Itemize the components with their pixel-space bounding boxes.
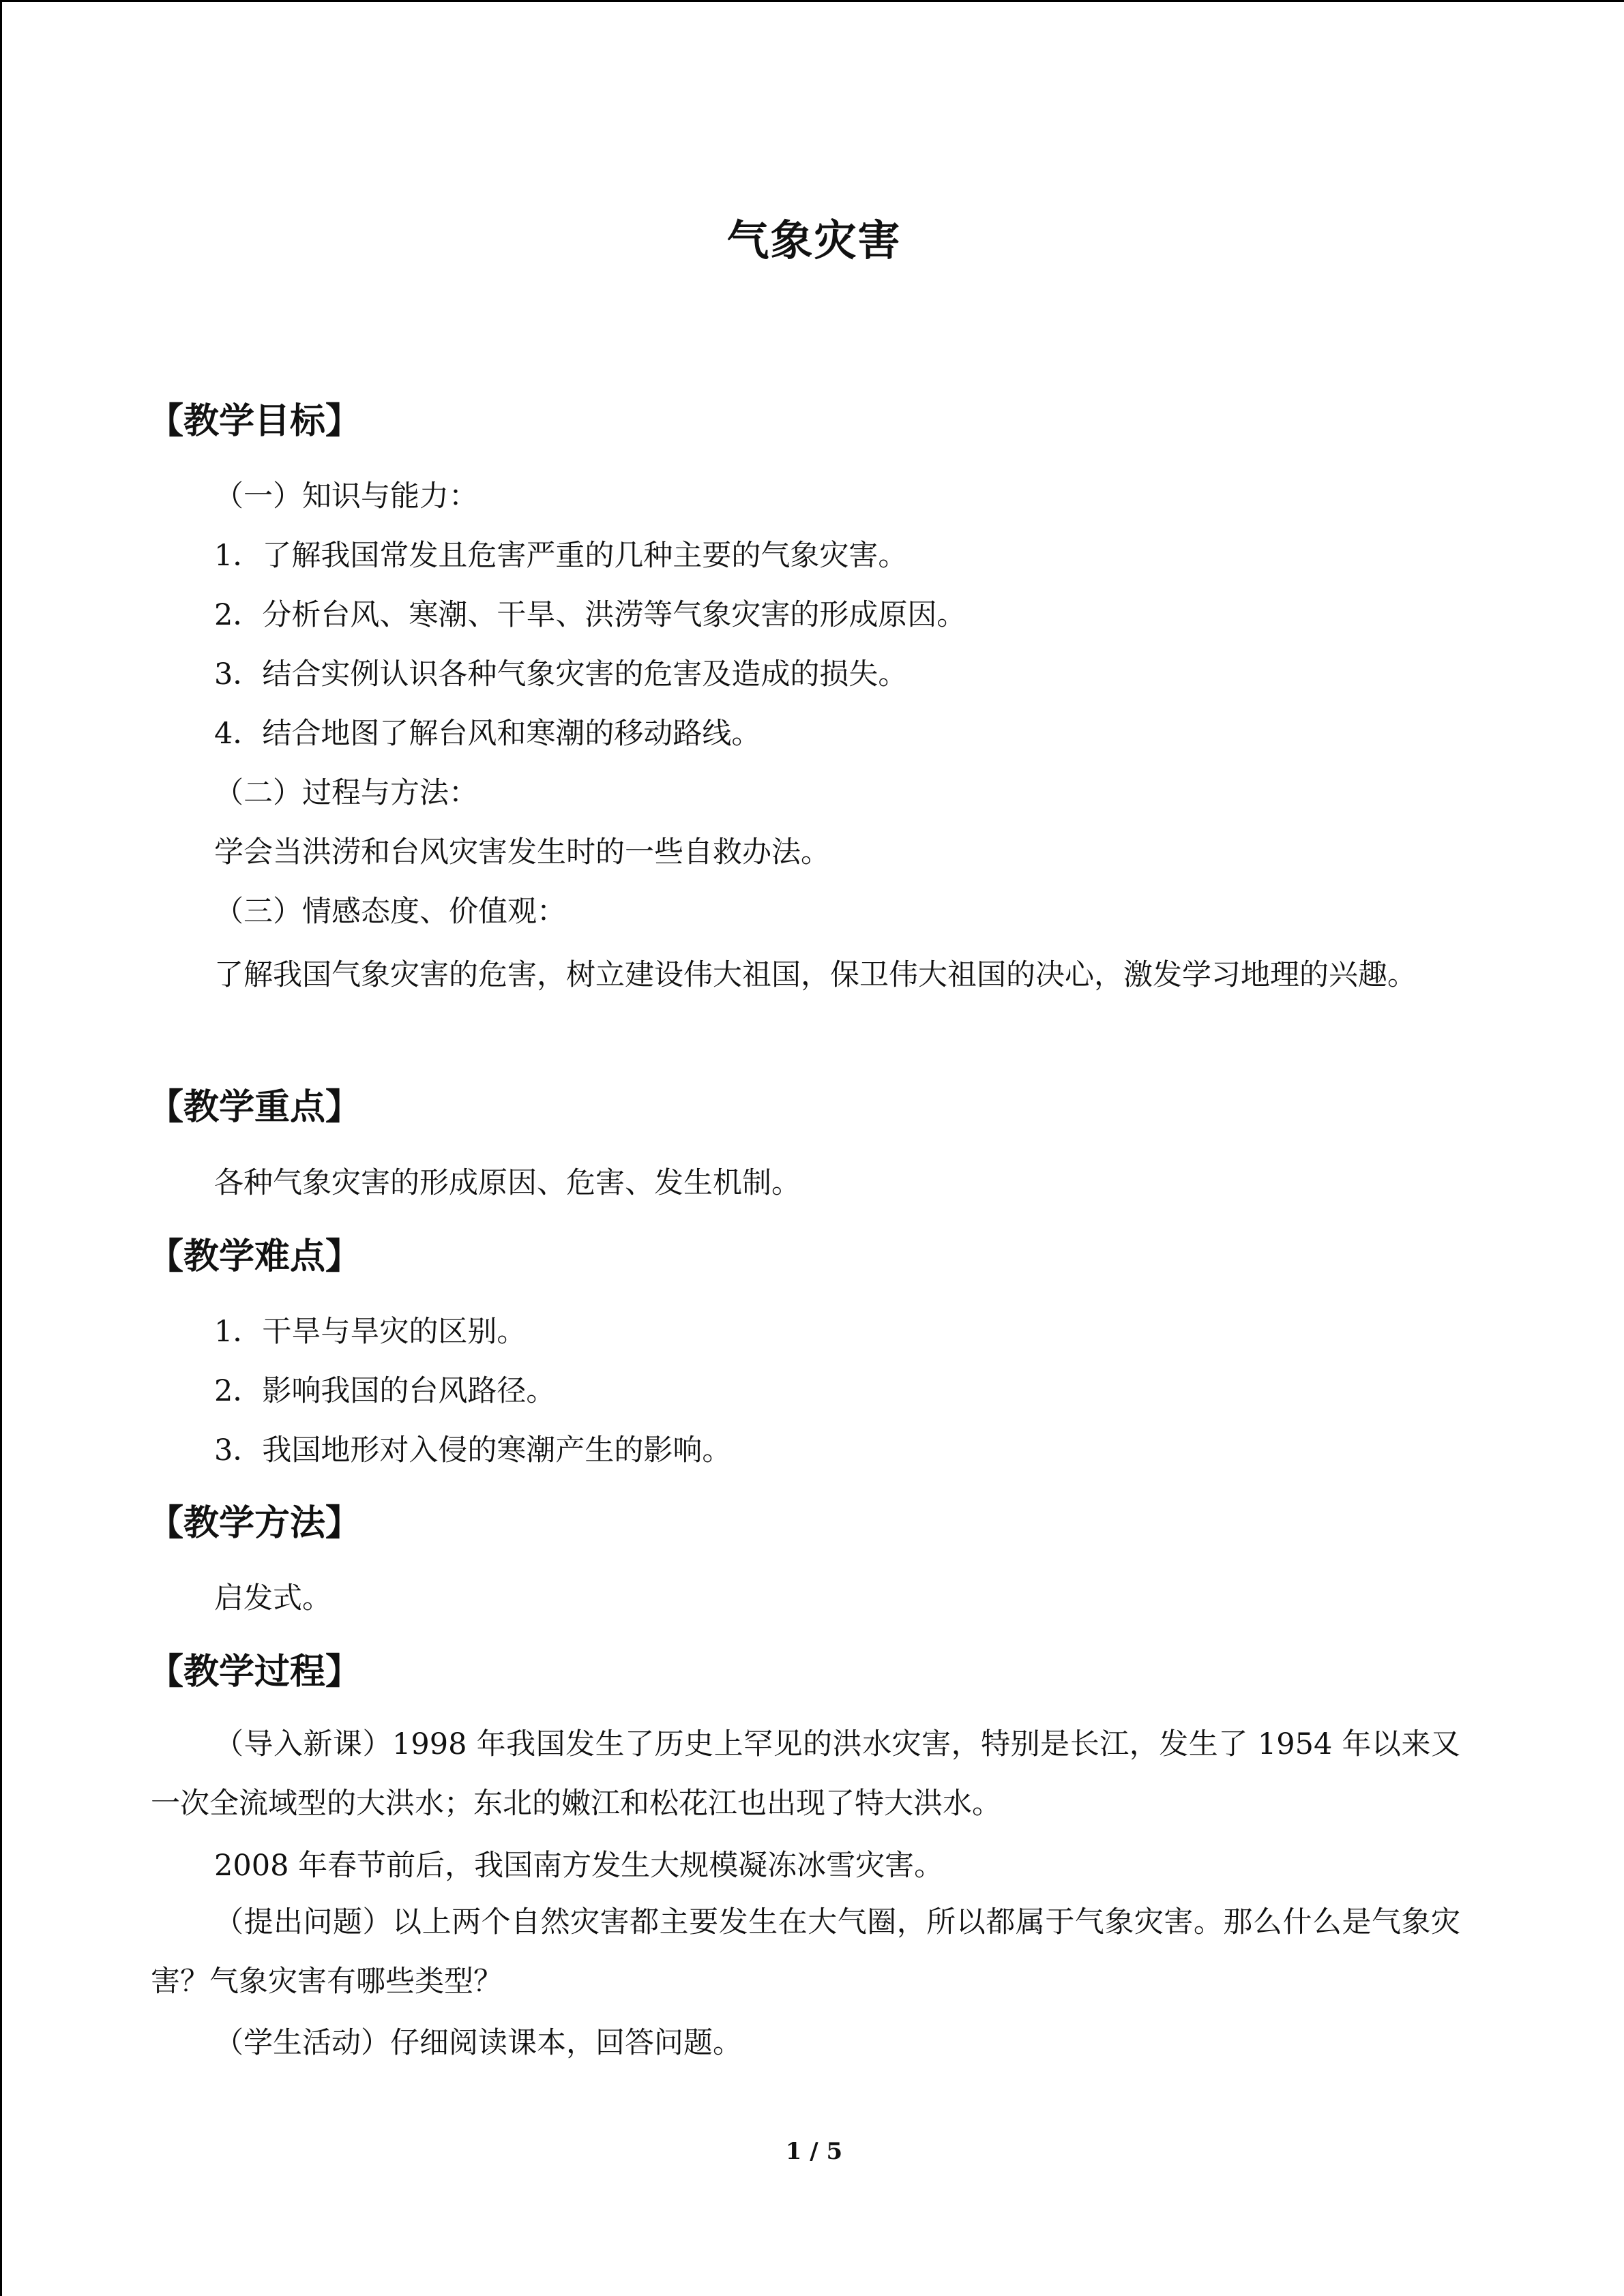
key-points-text: 各种气象灾害的形成原因、危害、发生机制。	[214, 1166, 801, 1200]
difficulty-item-3: 3．我国地形对入侵的寒潮产生的影响。	[214, 1433, 732, 1467]
objectives-attitude-text: 了解我国气象灾害的危害，树立建设伟大祖国，保卫伟大祖国的决心，激发学习地理的兴趣。	[214, 958, 1417, 992]
difficulty-item-2: 2．影响我国的台风路径。	[214, 1374, 556, 1408]
process-paragraph-4: （学生活动）仔细阅读课本，回答问题。	[214, 2026, 742, 2060]
heading-process: 【教学过程】	[148, 1651, 361, 1693]
heading-key-points: 【教学重点】	[148, 1086, 361, 1128]
difficulty-item-1: 1．干旱与旱灾的区别。	[214, 1315, 527, 1349]
process-paragraph-3: （提出问题）以上两个自然灾害都主要发生在大气圈，所以都属于气象灾害。那么什么是气象灾害？气象灾害有哪些类型？	[151, 1905, 1460, 1999]
objective-item-3: 3．结合实例认识各种气象灾害的危害及造成的损失。	[214, 657, 908, 691]
objectives-process-text: 学会当洪涝和台风灾害发生时的一些自救办法。	[214, 835, 830, 869]
heading-methods: 【教学方法】	[148, 1502, 361, 1544]
objectives-sub-process: （二）过程与方法：	[214, 776, 478, 810]
methods-text: 启发式。	[214, 1581, 331, 1615]
process-paragraph-2: 2008 年春节前后，我国南方发生大规模凝冻冰雪灾害。	[214, 1849, 944, 1883]
page-title: 气象灾害	[726, 215, 902, 265]
objective-item-1: 1．了解我国常发且危害严重的几种主要的气象灾害。	[214, 539, 908, 573]
objectives-sub-attitude: （三）情感态度、价值观：	[214, 895, 566, 929]
heading-difficulties: 【教学难点】	[148, 1236, 361, 1277]
objectives-sub-knowledge: （一）知识与能力：	[214, 479, 478, 513]
page-number: 1 / 5	[785, 2138, 843, 2165]
process-paragraph-1: （导入新课）1998 年我国发生了历史上罕见的洪水灾害，特别是长江，发生了 1954 年以来又一次全流域型的大洪水；东北的嫩江和松花江也出现了特大洪水。	[151, 1727, 1460, 1821]
objective-item-2: 2．分析台风、寒潮、干旱、洪涝等气象灾害的形成原因。	[214, 598, 966, 632]
heading-objectives: 【教学目标】	[148, 400, 361, 442]
objective-item-4: 4．结合地图了解台风和寒潮的移动路线。	[214, 717, 761, 751]
